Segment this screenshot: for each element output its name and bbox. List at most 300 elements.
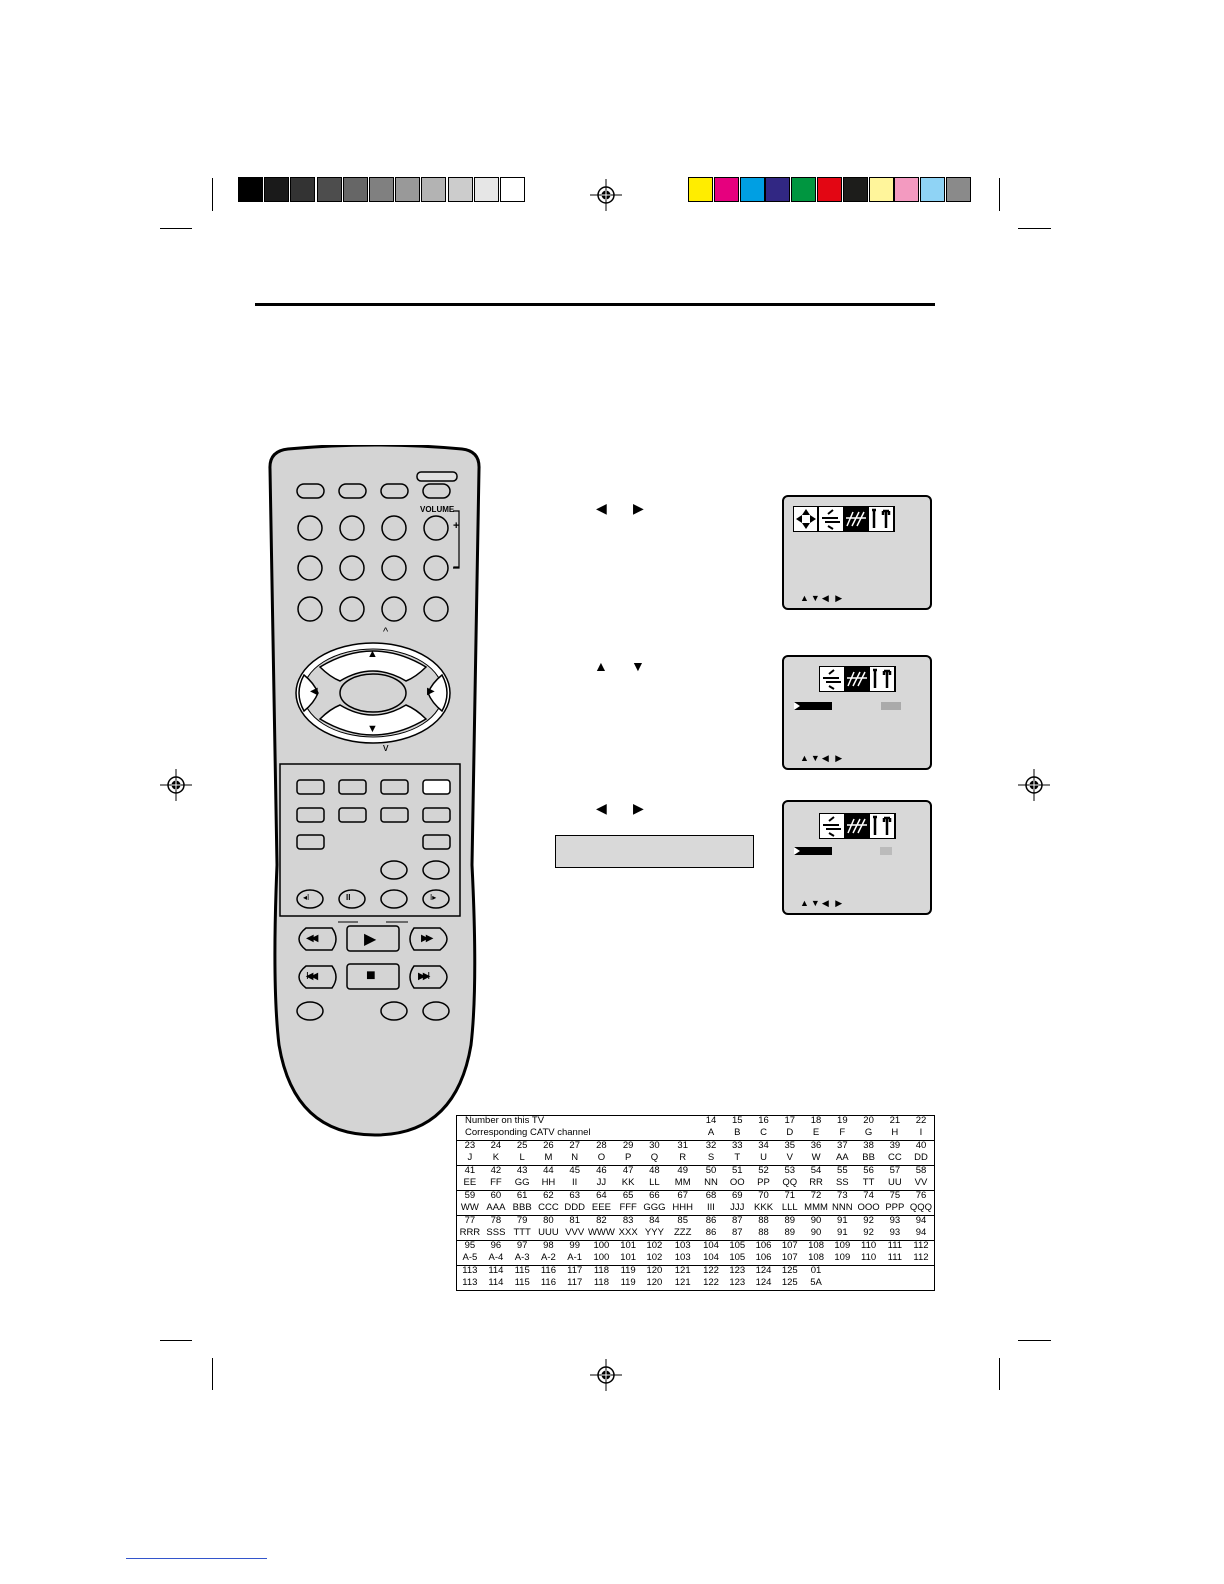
table-cell: VV	[908, 1176, 935, 1191]
table-cell: DDD	[562, 1201, 588, 1216]
cursor-icon	[794, 847, 800, 855]
table-cell: 124	[750, 1276, 776, 1291]
table-cell: 48	[649, 1165, 660, 1176]
table-cell: M	[535, 1151, 561, 1166]
table-cell: 108	[803, 1251, 829, 1266]
table-cell: FF	[483, 1176, 509, 1191]
table-cell: 93	[889, 1215, 901, 1226]
table-cell: 25	[516, 1140, 528, 1151]
table-cell: KKK	[750, 1201, 776, 1216]
table-cell: 102	[646, 1240, 663, 1251]
registration-mark-top	[590, 179, 622, 211]
table-cell: 54	[810, 1165, 822, 1176]
channel-up-chevron: ^	[383, 626, 389, 638]
table-cell: 20	[863, 1115, 874, 1126]
table-cell: 67	[677, 1190, 688, 1201]
table-cell	[829, 1276, 855, 1291]
table-cell: 19	[837, 1115, 848, 1126]
table-cell: 88	[750, 1226, 776, 1241]
table-cell: 59	[464, 1190, 476, 1201]
table-cell: A-3	[509, 1251, 535, 1266]
remote-control	[266, 445, 484, 1140]
table-cell: SS	[829, 1176, 855, 1191]
table-cell: 111	[887, 1240, 903, 1251]
table-cell: MMM	[803, 1201, 829, 1216]
registration-mark-right	[1018, 769, 1050, 801]
table-cell: U	[750, 1151, 776, 1166]
play-button[interactable]: ▶	[364, 931, 377, 948]
table-row	[457, 1116, 935, 1127]
table-cell: C	[750, 1126, 776, 1141]
table-cell: 122	[698, 1276, 724, 1291]
dpad-right-button[interactable]: ▶	[427, 686, 435, 697]
table-cell: D	[777, 1126, 803, 1141]
table-cell: 114	[483, 1276, 509, 1291]
gray-swatch	[343, 177, 368, 202]
volume-label: VOLUME	[420, 505, 455, 514]
table-cell: 65	[622, 1190, 634, 1201]
table-header-catv: Corresponding CATV channel	[457, 1126, 698, 1141]
table-cell: BB	[855, 1151, 881, 1166]
table-cell: JJJ	[724, 1201, 750, 1216]
table-cell: 114	[488, 1265, 504, 1276]
table-cell: WWW	[588, 1226, 615, 1241]
table-cell: 45	[569, 1165, 580, 1176]
table-cell: O	[588, 1151, 615, 1166]
table-cell: 38	[863, 1140, 874, 1151]
table-cell: A-2	[535, 1251, 561, 1266]
table-cell: 31	[677, 1140, 688, 1151]
table-cell: 99	[569, 1240, 580, 1251]
table-cell: 119	[615, 1276, 641, 1291]
table-cell: 88	[758, 1215, 769, 1226]
table-cell: 123	[729, 1265, 746, 1276]
gray-swatch	[238, 177, 263, 202]
table-cell: 120	[641, 1276, 667, 1291]
table-cell: 58	[915, 1165, 927, 1176]
table-cell: HHH	[668, 1201, 698, 1216]
table-cell: Q	[641, 1151, 667, 1166]
table-cell: 116	[540, 1265, 556, 1276]
table-cell: 69	[731, 1190, 743, 1201]
table-cell: VVV	[562, 1226, 588, 1241]
osd-nav-hint: ▲▼◀ ▶	[800, 593, 845, 603]
table-cell: 90	[810, 1215, 822, 1226]
table-cell: 92	[855, 1226, 881, 1241]
table-cell: WW	[457, 1201, 483, 1216]
table-cell: 110	[855, 1251, 881, 1266]
table-cell: 100	[588, 1251, 615, 1266]
table-cell: 93	[882, 1226, 908, 1241]
table-cell: OOO	[855, 1201, 881, 1216]
table-cell: W	[803, 1151, 829, 1166]
step1-left-arrow: ◀	[596, 500, 607, 516]
table-cell: 76	[915, 1190, 927, 1201]
color-swatch	[920, 177, 945, 202]
table-cell: 43	[516, 1165, 528, 1176]
table-cell: 117	[562, 1276, 588, 1291]
menu-icons	[819, 666, 896, 692]
table-cell: 75	[889, 1190, 901, 1201]
table-cell: 77	[464, 1215, 476, 1226]
table-cell: 35	[784, 1140, 796, 1151]
table-cell: 108	[808, 1240, 824, 1251]
table-cell: CCC	[535, 1201, 561, 1216]
crop-mark	[999, 1358, 1000, 1390]
table-cell: A-4	[483, 1251, 509, 1266]
table-row	[457, 1191, 935, 1202]
skip-back-button[interactable]: I◀◀	[306, 971, 316, 982]
registration-mark-left	[160, 769, 192, 801]
table-row	[457, 1201, 935, 1216]
table-cell: NN	[698, 1176, 724, 1191]
table-cell: N	[562, 1151, 588, 1166]
table-cell: 85	[677, 1215, 688, 1226]
table-cell: 50	[705, 1165, 717, 1176]
table-cell: FFF	[615, 1201, 641, 1216]
table-cell: 57	[889, 1165, 901, 1176]
table-cell: 89	[784, 1215, 796, 1226]
table-cell: 115	[509, 1276, 535, 1291]
note-box	[555, 835, 754, 868]
table-cell: 87	[731, 1215, 743, 1226]
table-cell: 125	[781, 1265, 798, 1276]
table-cell: G	[855, 1126, 881, 1141]
table-cell: 71	[784, 1190, 796, 1201]
table-cell: AAA	[483, 1201, 509, 1216]
table-cell: 64	[596, 1190, 607, 1201]
color-swatch	[843, 177, 868, 202]
table-cell: 118	[593, 1265, 609, 1276]
table-cell: A	[698, 1126, 724, 1141]
table-cell: 34	[758, 1140, 769, 1151]
table-cell: A-5	[457, 1251, 483, 1266]
table-cell: SSS	[483, 1226, 509, 1241]
table-cell: 51	[731, 1165, 743, 1176]
table-cell: 103	[674, 1240, 691, 1251]
table-cell: HH	[535, 1176, 561, 1191]
table-cell: 109	[829, 1251, 855, 1266]
table-cell: 40	[915, 1140, 927, 1151]
table-cell: 86	[698, 1226, 724, 1241]
table-cell: 46	[596, 1165, 607, 1176]
table-cell: 91	[837, 1215, 848, 1226]
table-cell: B	[724, 1126, 750, 1141]
table-cell: 42	[490, 1165, 502, 1176]
table-cell: 5A	[803, 1276, 829, 1291]
table-cell: PPP	[882, 1201, 908, 1216]
menu-icons	[819, 813, 896, 839]
crop-mark	[1018, 228, 1051, 229]
registration-mark-bottom	[590, 1359, 622, 1391]
dpad-down-button[interactable]: ▼	[367, 723, 378, 735]
table-cell: 62	[543, 1190, 554, 1201]
table-cell: 61	[516, 1190, 528, 1201]
table-cell: KK	[615, 1176, 641, 1191]
table-cell: 26	[543, 1140, 554, 1151]
table-cell	[908, 1266, 935, 1277]
table-cell: 29	[622, 1140, 634, 1151]
table-cell: 101	[615, 1251, 641, 1266]
osd-screen-2	[782, 655, 932, 770]
table-cell: 82	[596, 1215, 607, 1226]
table-cell: 118	[588, 1276, 615, 1291]
table-cell: 89	[777, 1226, 803, 1241]
step1-right-arrow: ▶	[633, 500, 644, 516]
table-cell: LLL	[777, 1201, 803, 1216]
crop-mark	[160, 228, 192, 229]
table-cell: A-1	[562, 1251, 588, 1266]
pause-button[interactable]: II	[346, 893, 351, 902]
table-cell: 01	[810, 1265, 822, 1276]
table-cell: 102	[641, 1251, 667, 1266]
table-cell: 91	[829, 1226, 855, 1241]
title-rule	[255, 303, 935, 306]
table-cell: 73	[837, 1190, 848, 1201]
table-cell: 116	[535, 1276, 561, 1291]
color-swatch	[688, 177, 713, 202]
table-cell: 24	[490, 1140, 502, 1151]
table-cell: 22	[915, 1115, 927, 1126]
table-cell: 100	[593, 1240, 610, 1251]
table-row	[457, 1126, 935, 1141]
table-cell: 124	[755, 1265, 772, 1276]
color-swatch	[791, 177, 816, 202]
table-cell	[882, 1276, 908, 1291]
table-cell: 90	[803, 1226, 829, 1241]
table-cell: 94	[908, 1226, 935, 1241]
channel-down-chevron: v	[383, 742, 389, 754]
table-cell: ZZZ	[668, 1226, 698, 1241]
table-cell: 109	[834, 1240, 851, 1251]
cursor-icon	[794, 702, 800, 710]
color-swatch	[765, 177, 790, 202]
table-row	[457, 1251, 935, 1266]
gray-swatch	[500, 177, 525, 202]
step2-up-arrow: ▲	[594, 658, 608, 674]
table-cell: E	[803, 1126, 829, 1141]
osd-screen-3	[782, 800, 932, 915]
table-cell: 27	[569, 1140, 580, 1151]
table-cell: 70	[758, 1190, 769, 1201]
table-cell: 87	[724, 1226, 750, 1241]
table-cell: 21	[889, 1115, 901, 1126]
step3-left-arrow: ◀	[596, 800, 607, 816]
table-cell: 63	[569, 1190, 580, 1201]
table-cell: 55	[837, 1165, 848, 1176]
table-cell: 98	[543, 1240, 554, 1251]
table-cell: 68	[705, 1190, 717, 1201]
table-cell: H	[882, 1126, 908, 1141]
table-cell: TTT	[509, 1226, 535, 1241]
table-cell: QQQ	[908, 1201, 935, 1216]
table-cell: 80	[543, 1215, 554, 1226]
table-cell: 105	[724, 1251, 750, 1266]
table-cell: 104	[703, 1240, 719, 1251]
table-cell: 52	[758, 1165, 769, 1176]
table-cell: PP	[750, 1176, 776, 1191]
table-header-number: Number on this TV	[465, 1115, 545, 1126]
table-cell: 115	[514, 1265, 530, 1276]
table-row	[457, 1266, 935, 1277]
table-row	[457, 1226, 935, 1241]
table-cell: J	[457, 1151, 483, 1166]
table-cell	[882, 1266, 908, 1277]
volume-plus-label: +	[453, 520, 460, 532]
table-cell: 96	[490, 1240, 502, 1251]
table-cell: 53	[784, 1165, 796, 1176]
stop-button[interactable]: ■	[366, 967, 376, 984]
table-cell: 74	[863, 1190, 874, 1201]
table-cell: LL	[641, 1176, 667, 1191]
table-cell: 78	[490, 1215, 502, 1226]
gray-swatch	[290, 177, 315, 202]
osd-value-field	[880, 847, 892, 855]
table-cell: 121	[668, 1276, 698, 1291]
table-cell: 72	[810, 1190, 822, 1201]
rewind-button[interactable]: ◀◀	[306, 933, 316, 944]
table-cell: 113	[457, 1276, 483, 1291]
table-cell: 101	[620, 1240, 637, 1251]
table-cell: P	[615, 1151, 641, 1166]
table-cell: 44	[543, 1165, 554, 1176]
table-cell: 56	[863, 1165, 874, 1176]
table-cell: 83	[622, 1215, 634, 1226]
table-cell: 120	[646, 1265, 663, 1276]
skip-forward-button[interactable]: ▶▶I	[418, 971, 428, 982]
dpad-left-button[interactable]: ◀	[310, 686, 318, 697]
table-cell: 95	[464, 1240, 476, 1251]
table-cell	[855, 1276, 881, 1291]
table-cell: 23	[464, 1140, 476, 1151]
table-cell: II	[562, 1176, 588, 1191]
table-cell: 60	[490, 1190, 502, 1201]
table-cell	[855, 1266, 881, 1277]
table-cell: UU	[882, 1176, 908, 1191]
table-cell: K	[483, 1151, 509, 1166]
table-cell: 15	[731, 1115, 743, 1126]
table-cell: 37	[837, 1140, 848, 1151]
table-cell: 119	[620, 1265, 636, 1276]
slow-forward-button[interactable]: I▸	[430, 893, 437, 902]
table-cell: CC	[882, 1151, 908, 1166]
table-cell: 18	[810, 1115, 822, 1126]
step2-down-arrow: ▼	[631, 658, 645, 674]
fast-forward-button[interactable]: ▶▶	[421, 933, 431, 944]
color-swatch	[894, 177, 919, 202]
osd-screen-1	[782, 495, 932, 610]
table-cell: GGG	[641, 1201, 667, 1216]
table-cell: 30	[649, 1140, 660, 1151]
crop-mark	[212, 1358, 213, 1390]
table-cell: 111	[882, 1251, 908, 1266]
table-cell: RR	[803, 1176, 829, 1191]
table-cell: QQ	[777, 1176, 803, 1191]
table-cell: 123	[724, 1276, 750, 1291]
table-cell: 122	[703, 1265, 719, 1276]
table-cell: OO	[724, 1176, 750, 1191]
table-cell: 36	[810, 1140, 822, 1151]
table-cell: 112	[908, 1251, 935, 1266]
table-cell: 84	[649, 1215, 660, 1226]
table-cell: 14	[705, 1115, 717, 1126]
table-cell: R	[668, 1151, 698, 1166]
table-row	[457, 1276, 935, 1291]
table-cell: 97	[516, 1240, 528, 1251]
table-cell: NNN	[829, 1201, 855, 1216]
table-row	[457, 1241, 935, 1252]
table-row	[457, 1176, 935, 1191]
crop-mark	[999, 178, 1000, 211]
table-cell: MM	[668, 1176, 698, 1191]
catv-channel-table	[456, 1115, 935, 1291]
table-cell: 107	[781, 1240, 798, 1251]
table-row	[457, 1141, 935, 1152]
table-cell: 16	[758, 1115, 769, 1126]
table-cell: RRR	[457, 1226, 483, 1241]
table-cell: 47	[622, 1165, 634, 1176]
gray-swatch	[395, 177, 420, 202]
table-cell: AA	[829, 1151, 855, 1166]
table-cell: V	[777, 1151, 803, 1166]
gray-swatch	[448, 177, 473, 202]
table-cell: 33	[731, 1140, 743, 1151]
table-cell: 39	[889, 1140, 901, 1151]
table-cell: GG	[509, 1176, 535, 1191]
table-cell: 79	[516, 1215, 528, 1226]
table-cell: TT	[855, 1176, 881, 1191]
table-cell: I	[908, 1126, 935, 1141]
osd-nav-hint: ▲▼◀ ▶	[800, 753, 845, 763]
color-swatch	[817, 177, 842, 202]
gray-swatch	[369, 177, 394, 202]
color-swatch	[946, 177, 971, 202]
gray-swatch	[474, 177, 499, 202]
color-swatch	[869, 177, 894, 202]
table-cell: 103	[668, 1251, 698, 1266]
table-cell: EEE	[588, 1201, 615, 1216]
table-cell: T	[724, 1151, 750, 1166]
table-cell: JJ	[588, 1176, 615, 1191]
osd-value-field	[881, 702, 901, 710]
color-swatch	[714, 177, 739, 202]
table-cell: 104	[698, 1251, 724, 1266]
table-cell: 112	[913, 1240, 929, 1251]
table-cell: S	[698, 1151, 724, 1166]
dpad-up-button[interactable]: ▲	[367, 648, 378, 660]
table-row	[457, 1216, 935, 1227]
table-cell: 121	[674, 1265, 691, 1276]
table-cell: XXX	[615, 1226, 641, 1241]
slow-reverse-button[interactable]: ◂I	[303, 893, 310, 902]
table-cell: 17	[784, 1115, 796, 1126]
color-swatch	[740, 177, 765, 202]
gray-swatch	[421, 177, 446, 202]
table-cell: 28	[596, 1140, 607, 1151]
table-cell	[908, 1276, 935, 1291]
table-cell: BBB	[509, 1201, 535, 1216]
table-cell: 66	[649, 1190, 660, 1201]
table-cell: 107	[777, 1251, 803, 1266]
crop-mark	[1018, 1340, 1051, 1341]
table-cell: 94	[915, 1215, 927, 1226]
gray-swatch	[264, 177, 289, 202]
table-cell: 106	[755, 1240, 772, 1251]
table-cell: 117	[567, 1265, 583, 1276]
crop-mark	[212, 178, 213, 211]
table-cell: 92	[863, 1215, 874, 1226]
table-cell: YYY	[641, 1226, 667, 1241]
